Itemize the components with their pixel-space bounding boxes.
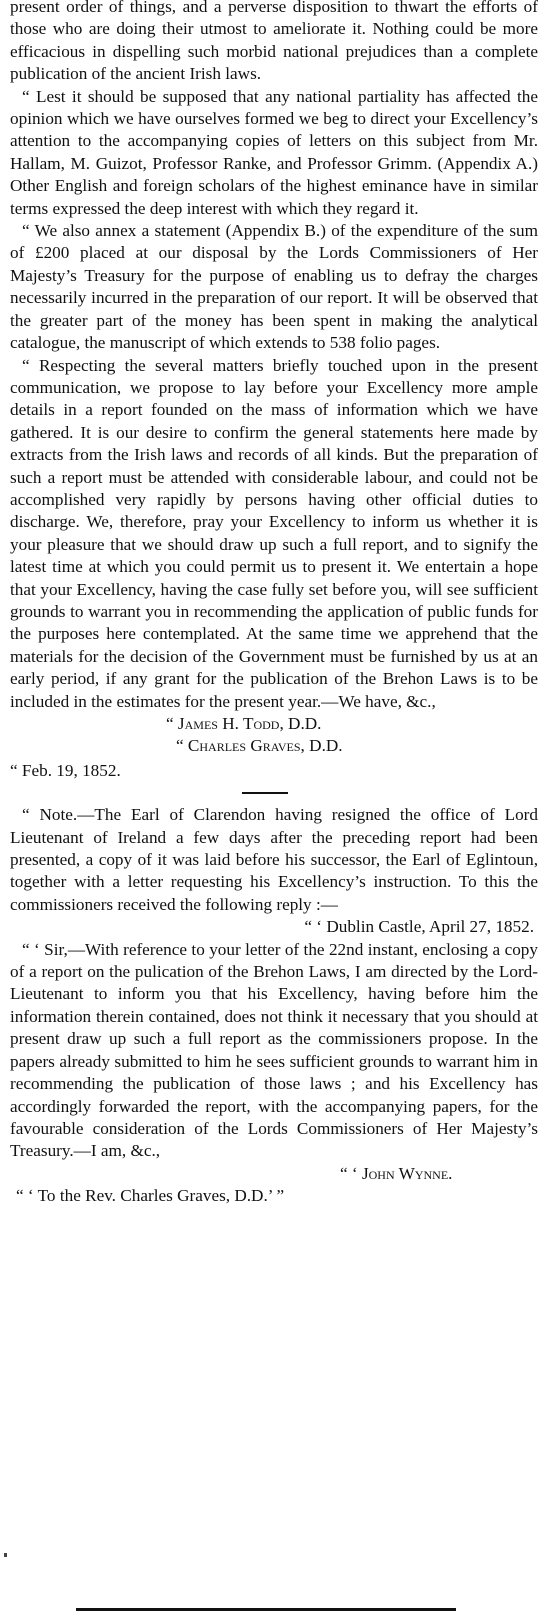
paragraph-ancient-laws: present order of things, and a perverse disposition to thwart the efforts of those who are doing their utmost to ameliorate it. Nothing could be more efficacious in dispelling such morbid national prejudices than a complete publication of the ancient Irish laws.: [10, 0, 538, 84]
signature-wynne: “ ‘ John Wynne.: [340, 1163, 453, 1183]
paragraph-letter: “ ‘ Sir,—With reference to your letter of the 22nd instant, enclosing a copy of a report on the pulication of the Brehon Laws, I am directed by the Lord-Lieutenant to inform you that his Excellency, having before him the information therein contained, does not think it necessary that you should at present draw up such a full report as the commissioners propose. In the papers already submitted to him he sees sufficient grounds to warrant him in recommending the publication of those laws ; and his Excellency has accordingly forwarded the report, with the accompanying papers, for the favourable consideration of the Lords Commissioners of Her Majesty’s Treasury.—I am, &c.,: [10, 939, 538, 1161]
signature-graves: “ Charles Graves, D.D.: [176, 736, 343, 756]
paragraph-national-partiality: “ Lest it should be supposed that any national partiality has affected the opinion which we have ourselves formed we beg to direct your Excellency’s attention to the accompanying copies of letters on this subject from Mr. Hallam, M. Guizot, Professor Ranke, and Professor Grimm. (Appendix A.) Other English and foreign scholars of the highest eminance have in similar terms expressed the deep interest with which they regard it.: [10, 86, 538, 218]
report-date: “ Feb. 19, 1852.: [10, 760, 121, 780]
signature-todd: “ James H. Todd, D.D.: [166, 714, 322, 733]
paragraph-expenditure: “ We also annex a statement (Appendix B.) of the expenditure of the sum of £200 placed at our disposal by the Lords Commissioners of Her Majesty’s Treasury for the purpose of enabling us to defray the charges necessarily incurred in the preparation of our report. It will be observed that the greater part of the money has been spent in making the analytical catalogue, the manuscript of which extends to 538 folio pages.: [10, 221, 538, 353]
letter-address: “ ‘ Dublin Castle, April 27, 1852.: [304, 917, 534, 937]
paragraph-note: “ Note.—The Earl of Clarendon having resigned the office of Lord Lieutenant of Ireland a few days after the preceding report had been presented, a copy of it was laid before his successor, the Earl of Eglintoun, together with a letter requesting his Excellency’s instruction. To this the commissioners received the following reply :—: [10, 805, 538, 914]
paragraph-request: “ Respecting the several matters briefly touched upon in the present communication, we propose to lay before your Excellency more ample details in a report founded on the mass of information which we have gathered. It is our desire to confirm the general statements here made by extracts from the Irish laws and records of all kinds. But the preparation of such a report must be attended with considerable labour, and could not be accomplished very rapidly by persons having other official duties to discharge. We, therefore, pray your Excellency to inform us whether it is your pleasure that we should draw up such a full report, and to signify the latest time at which you could permit us to present it. We entertain a hope that your Excellency, having the case fully set before you, will see sufficient grounds to warrant you in recommending the application of public funds for the purposes here contemplated. At the same time we apprehend that the materials for the decision of the Government must be furnished by us at an early period, if any grant for the publication of the Brehon Laws is to be included in the estimates for the present year.—We have, &c.,: [10, 355, 538, 711]
section-divider: [242, 792, 288, 794]
margin-mark: [4, 1553, 7, 1557]
bottom-rule: [76, 1608, 456, 1611]
letter-closing: “ ‘ To the Rev. Charles Graves, D.D.’ ”: [16, 1186, 285, 1206]
document-page: [10, 0, 538, 1208]
